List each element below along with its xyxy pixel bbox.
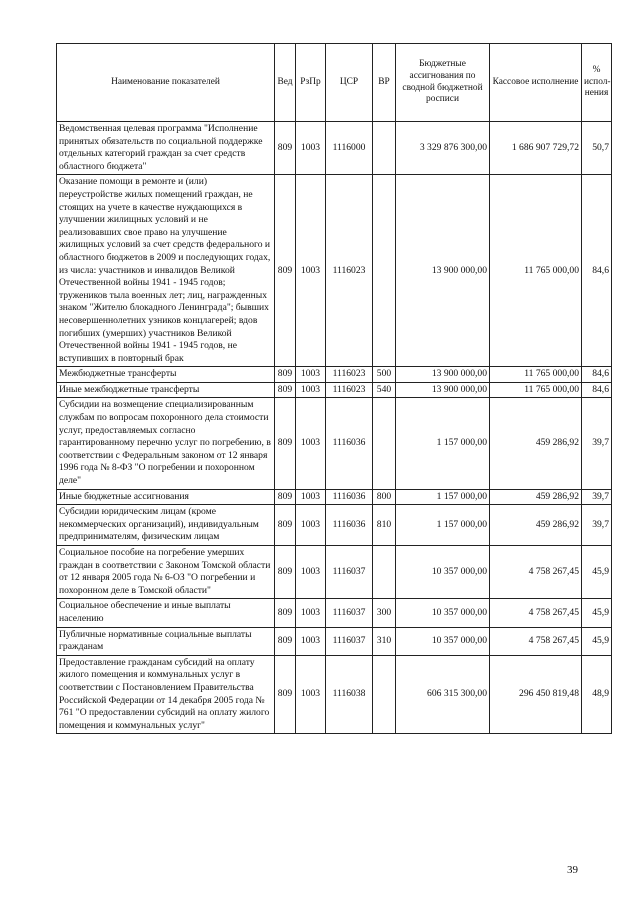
- table-row: [57, 175, 612, 367]
- cell-target-article: 1116037: [326, 599, 373, 627]
- cell-target-article: 1116036: [326, 505, 373, 546]
- cell-expense-type: [373, 122, 396, 175]
- header-department: Вед: [275, 44, 296, 122]
- cell-percent-execution: 45,9: [582, 599, 612, 627]
- cell-department: 809: [275, 398, 296, 489]
- cell-expense-type: 540: [373, 382, 396, 398]
- cell-target-article: 1116036: [326, 489, 373, 505]
- table-header-row: [57, 44, 612, 122]
- cell-department: 809: [275, 599, 296, 627]
- cell-percent-execution: 48,9: [582, 655, 612, 734]
- cell-department: 809: [275, 367, 296, 383]
- cell-indicator-name: Межбюджетные трансферты: [57, 367, 275, 383]
- cell-department: 809: [275, 382, 296, 398]
- cell-cash-execution: 4 758 267,45: [490, 599, 582, 627]
- cell-section: 1003: [296, 546, 326, 599]
- cell-indicator-name: Ведомственная целевая программа "Исполнение принятых обязательств по социальной поддержке отдельных категорий граждан за счет средств областного бюджета": [57, 122, 275, 175]
- cell-target-article: 1116037: [326, 546, 373, 599]
- cell-department: 809: [275, 175, 296, 367]
- cell-expense-type: [373, 655, 396, 734]
- table-row: [57, 398, 612, 489]
- table-row: [57, 122, 612, 175]
- cell-target-article: 1116037: [326, 627, 373, 655]
- cell-percent-execution: 39,7: [582, 489, 612, 505]
- cell-section: 1003: [296, 122, 326, 175]
- table-row: [57, 382, 612, 398]
- table-row: [57, 505, 612, 546]
- cell-target-article: 1116036: [326, 398, 373, 489]
- cell-section: 1003: [296, 175, 326, 367]
- cell-indicator-name: Субсидии юридическим лицам (кроме некоммерческих организаций), индивидуальным предпринимателям, физическим лицам: [57, 505, 275, 546]
- cell-target-article: 1116023: [326, 175, 373, 367]
- cell-cash-execution: 4 758 267,45: [490, 546, 582, 599]
- cell-budget-allocation: 10 357 000,00: [396, 627, 490, 655]
- cell-cash-execution: 1 686 907 729,72: [490, 122, 582, 175]
- cell-indicator-name: Предоставление гражданам субсидий на оплату жилого помещения и коммунальных услуг в соответствии с Постановлением Правительства Российской Федерации от 14 декабря 2005 года № 761 "О предоставлении субсидий на оплату жилого помещения и коммунальных услуг": [57, 655, 275, 734]
- cell-department: 809: [275, 627, 296, 655]
- cell-indicator-name: Иные бюджетные ассигнования: [57, 489, 275, 505]
- table-row: [57, 367, 612, 383]
- cell-percent-execution: 84,6: [582, 382, 612, 398]
- cell-indicator-name: Социальное обеспечение и иные выплаты населению: [57, 599, 275, 627]
- cell-cash-execution: 459 286,92: [490, 489, 582, 505]
- cell-section: 1003: [296, 655, 326, 734]
- cell-department: 809: [275, 505, 296, 546]
- cell-cash-execution: 11 765 000,00: [490, 175, 582, 367]
- cell-expense-type: 810: [373, 505, 396, 546]
- cell-expense-type: 300: [373, 599, 396, 627]
- header-cash-execution: Кассовое исполнение: [490, 44, 582, 122]
- cell-expense-type: [373, 546, 396, 599]
- header-budget-allocation: Бюджетные ассигнования по сводной бюджетной росписи: [396, 44, 490, 122]
- cell-budget-allocation: 3 329 876 300,00: [396, 122, 490, 175]
- cell-percent-execution: 84,6: [582, 175, 612, 367]
- table-row: [57, 655, 612, 734]
- cell-section: 1003: [296, 367, 326, 383]
- cell-section: 1003: [296, 505, 326, 546]
- cell-cash-execution: 11 765 000,00: [490, 367, 582, 383]
- cell-section: 1003: [296, 599, 326, 627]
- cell-section: 1003: [296, 627, 326, 655]
- cell-indicator-name: Оказание помощи в ремонте и (или) переустройстве жилых помещений граждан, не стоящих на учете в качестве нуждающихся в улучшении жилищных условий и не реализовавших свое право на улучшение жилищных условий за счет средств федерального и областного бюджетов в 2009 и последующих годах, из числа: участников и инвалидов Великой Отечественной войны 1941 - 1945 годов; тружеников тыла военных лет; лиц, награжденных знаком "Жителю блокадного Ленинграда"; бывших несовершеннолетних узников концлагерей; вдов погибших (умерших) участников Великой Отечественной войны 1941 - 1945 годов, не вступивших в повторный брак: [57, 175, 275, 367]
- cell-indicator-name: Социальное пособие на погребение умерших граждан в соответствии с Законом Томской области от 12 января 2005 года № 6-ОЗ "О погребении и похоронном деле в Томской области": [57, 546, 275, 599]
- cell-indicator-name: Иные межбюджетные трансферты: [57, 382, 275, 398]
- header-percent-execution: % испол-нения: [582, 44, 612, 122]
- cell-budget-allocation: 1 157 000,00: [396, 505, 490, 546]
- cell-percent-execution: 39,7: [582, 398, 612, 489]
- page-number: 39: [567, 864, 578, 876]
- cell-expense-type: 500: [373, 367, 396, 383]
- cell-indicator-name: Публичные нормативные социальные выплаты гражданам: [57, 627, 275, 655]
- header-section: РзПр: [296, 44, 326, 122]
- cell-department: 809: [275, 655, 296, 734]
- cell-percent-execution: 50,7: [582, 122, 612, 175]
- cell-cash-execution: 296 450 819,48: [490, 655, 582, 734]
- cell-percent-execution: 39,7: [582, 505, 612, 546]
- cell-section: 1003: [296, 398, 326, 489]
- cell-budget-allocation: 10 357 000,00: [396, 599, 490, 627]
- header-indicator-name: Наименование показателей: [57, 44, 275, 122]
- cell-cash-execution: 459 286,92: [490, 505, 582, 546]
- cell-cash-execution: 459 286,92: [490, 398, 582, 489]
- cell-expense-type: 800: [373, 489, 396, 505]
- cell-budget-allocation: 13 900 000,00: [396, 367, 490, 383]
- cell-indicator-name: Субсидии на возмещение специализированным службам по вопросам похоронного дела стоимости услуг, предоставляемых согласно гарантированному перечню услуг по погребению, в соответствии с Федеральным законом от 12 января 1996 года № 8-ФЗ "О погребении и похоронном деле": [57, 398, 275, 489]
- cell-expense-type: 310: [373, 627, 396, 655]
- header-target-article: ЦСР: [326, 44, 373, 122]
- cell-budget-allocation: 10 357 000,00: [396, 546, 490, 599]
- cell-department: 809: [275, 546, 296, 599]
- cell-percent-execution: 45,9: [582, 546, 612, 599]
- cell-cash-execution: 11 765 000,00: [490, 382, 582, 398]
- cell-budget-allocation: 13 900 000,00: [396, 175, 490, 367]
- cell-target-article: 1116023: [326, 382, 373, 398]
- table-row: [57, 546, 612, 599]
- cell-section: 1003: [296, 382, 326, 398]
- table-row: [57, 489, 612, 505]
- cell-budget-allocation: 1 157 000,00: [396, 398, 490, 489]
- cell-budget-allocation: 606 315 300,00: [396, 655, 490, 734]
- cell-expense-type: [373, 398, 396, 489]
- cell-section: 1003: [296, 489, 326, 505]
- cell-target-article: 1116023: [326, 367, 373, 383]
- table-row: [57, 599, 612, 627]
- table-row: [57, 627, 612, 655]
- table-body: [57, 122, 612, 734]
- header-expense-type: ВР: [373, 44, 396, 122]
- cell-percent-execution: 45,9: [582, 627, 612, 655]
- cell-target-article: 1116038: [326, 655, 373, 734]
- cell-percent-execution: 84,6: [582, 367, 612, 383]
- cell-cash-execution: 4 758 267,45: [490, 627, 582, 655]
- budget-execution-table: [56, 43, 612, 734]
- cell-department: 809: [275, 489, 296, 505]
- cell-budget-allocation: 1 157 000,00: [396, 489, 490, 505]
- cell-budget-allocation: 13 900 000,00: [396, 382, 490, 398]
- cell-department: 809: [275, 122, 296, 175]
- cell-target-article: 1116000: [326, 122, 373, 175]
- cell-expense-type: [373, 175, 396, 367]
